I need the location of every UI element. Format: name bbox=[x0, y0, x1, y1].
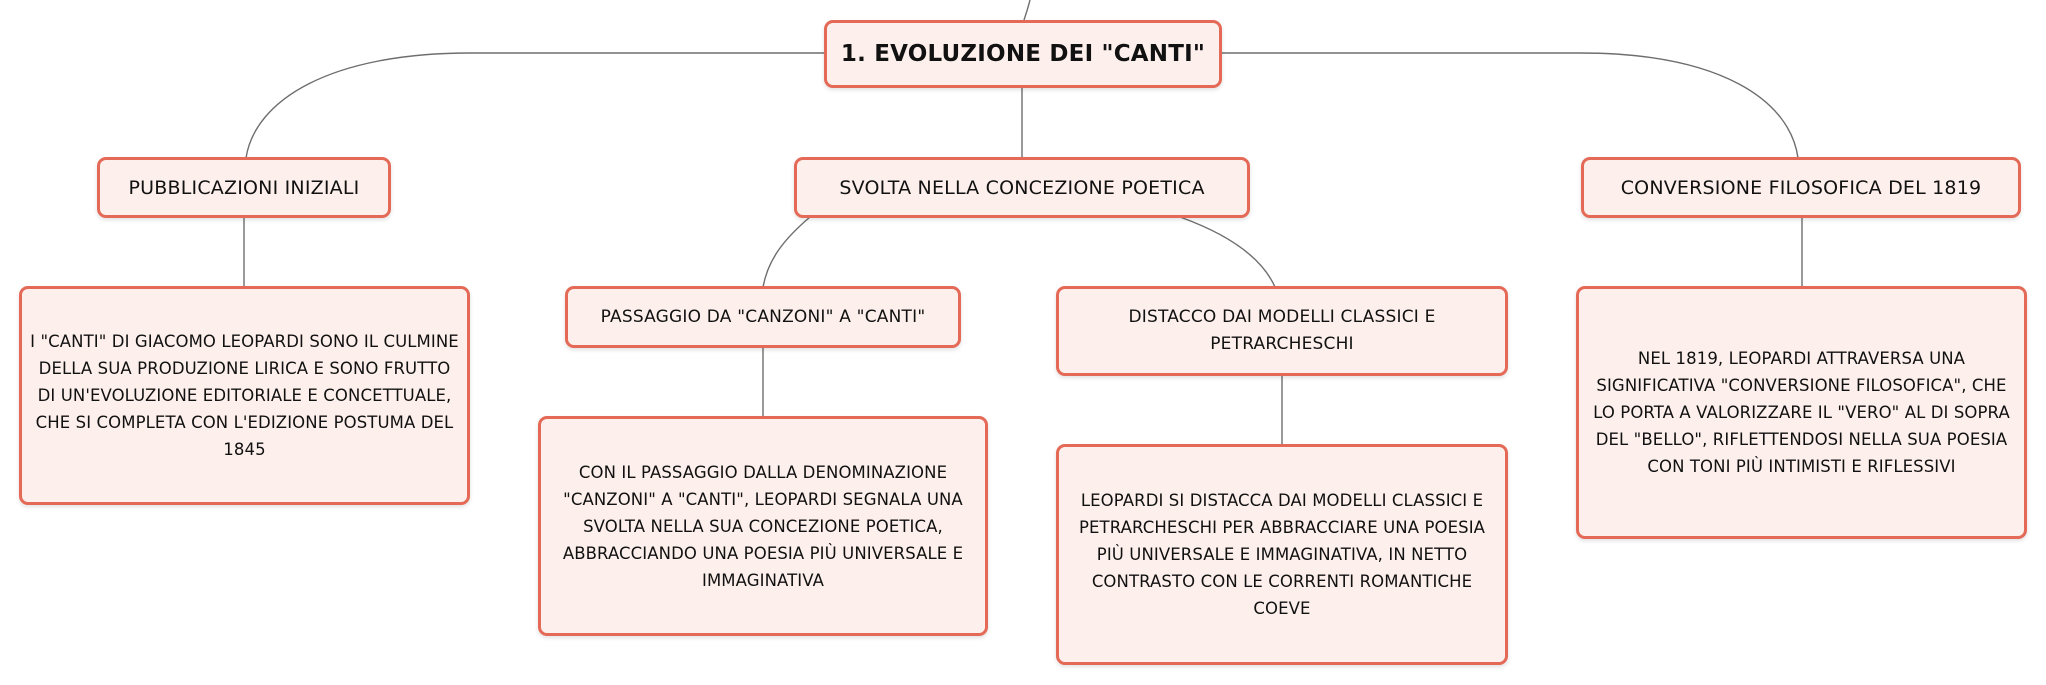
branch-node-svolta[interactable] bbox=[794, 157, 1250, 218]
branch-node-conversione[interactable] bbox=[1581, 157, 2021, 218]
root-title: 1. EVOLUZIONE DEI "CANTI" bbox=[840, 41, 1206, 67]
subbranch-node-passaggio[interactable] bbox=[565, 286, 961, 348]
subbranch-node-distacco[interactable] bbox=[1056, 286, 1508, 376]
connector-root-to-pubblicazioni bbox=[246, 53, 826, 158]
branch-node-pubblicazioni[interactable] bbox=[97, 157, 391, 218]
connector-parent-to-root bbox=[1024, 0, 1030, 20]
detail-node-passaggio[interactable] bbox=[538, 416, 988, 636]
detail-node-pubblicazioni[interactable] bbox=[19, 286, 470, 505]
root-node[interactable] bbox=[824, 20, 1222, 88]
connector-svolta-to-passaggio bbox=[763, 217, 810, 287]
branch-label: CONVERSIONE FILOSOFICA DEL 1819 bbox=[1620, 176, 1982, 199]
detail-text: LEOPARDI SI DISTACCA DAI MODELLI CLASSICI E PETRARCHESCHI PER ABBRACCIARE UNA POESIA PIÙ UNIVERSALE E IMMAGINATIVA, IN NETTO CONTRASTO CON LE CORRENTI ROMANTICHE COEVE bbox=[1078, 491, 1486, 618]
subbranch-label: PASSAGGIO DA "CANZONI" A "CANTI" bbox=[600, 306, 926, 327]
connector-svolta-to-distacco bbox=[1180, 217, 1275, 287]
detail-text: CON IL PASSAGGIO DALLA DENOMINAZIONE "CANZONI" A "CANTI", LEOPARDI SEGNALA UNA SVOLTA NELLA SUA CONCEZIONE POETICA, ABBRACCIANDO UNA POESIA PIÙ UNIVERSALE E IMMAGINATIVA bbox=[562, 462, 964, 590]
detail-node-conversione[interactable] bbox=[1576, 286, 2027, 539]
detail-text: NEL 1819, LEOPARDI ATTRAVERSA UNA SIGNIFICATIVA "CONVERSIONE FILOSOFICA", CHE LO PORTA A VALORIZZARE IL "VERO" AL DI SOPRA DEL "BELLO", RIFLETTENDOSI NELLA SUA POESIA CON TONI PIÙ INTIMISTI E RIFLESSIVI bbox=[1593, 349, 2010, 476]
branch-label: SVOLTA NELLA CONCEZIONE POETICA bbox=[839, 176, 1205, 199]
subbranch-label: DISTACCO DAI MODELLI CLASSICI E PETRARCHESCHI bbox=[1128, 307, 1436, 354]
branch-label: PUBBLICAZIONI INIZIALI bbox=[128, 176, 360, 199]
detail-node-distacco[interactable] bbox=[1056, 444, 1508, 665]
detail-text: I "CANTI" DI GIACOMO LEOPARDI SONO IL CULMINE DELLA SUA PRODUZIONE LIRICA E SONO FRUTTO DI UN'EVOLUZIONE EDITORIALE E CONCETTUALE, CHE SI COMPLETA CON L'EDIZIONE POSTUMA DEL 1845 bbox=[30, 332, 459, 459]
connector-root-to-conversione bbox=[1220, 53, 1798, 158]
